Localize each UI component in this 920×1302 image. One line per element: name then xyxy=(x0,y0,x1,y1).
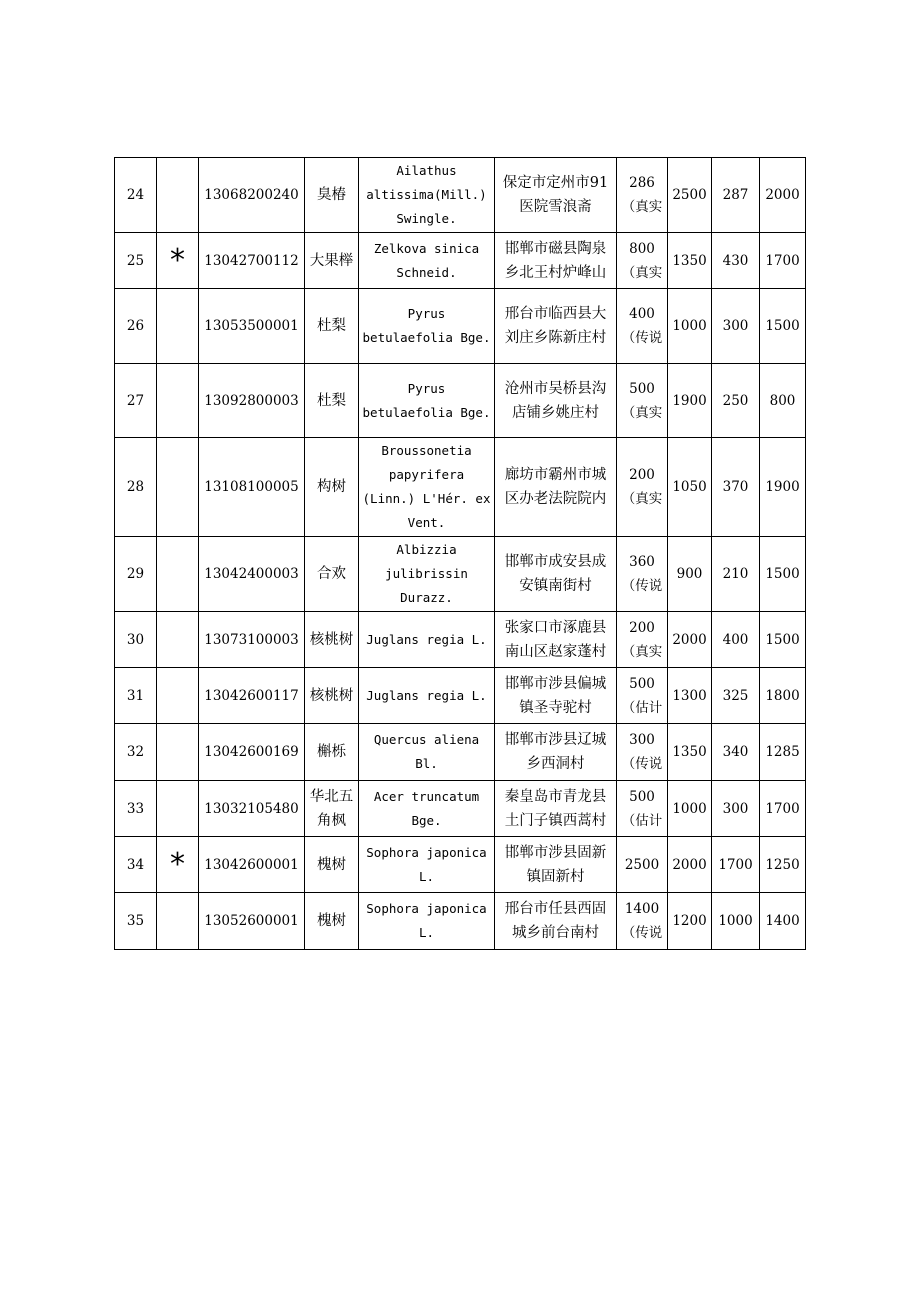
height-cell: 1900 xyxy=(668,364,712,438)
girth-cell: 1700 xyxy=(712,837,760,893)
tree-name-cell: 槐树 xyxy=(305,893,359,950)
special-mark-cell xyxy=(157,612,199,668)
row-number-cell: 33 xyxy=(115,781,157,837)
crown-cell: 1500 xyxy=(760,289,806,364)
ancient-tree-table xyxy=(114,157,806,950)
row-number-cell: 25 xyxy=(115,233,157,289)
age-cell: 200 （真实 xyxy=(617,438,668,537)
girth-cell: 430 xyxy=(712,233,760,289)
tree-code-cell: 13042600117 xyxy=(199,668,305,724)
height-cell: 1200 xyxy=(668,893,712,950)
height-cell: 2000 xyxy=(668,837,712,893)
latin-name-cell: Juglans regia L. xyxy=(359,668,495,724)
height-cell: 1000 xyxy=(668,289,712,364)
tree-code-cell: 13073100003 xyxy=(199,612,305,668)
girth-cell: 300 xyxy=(712,289,760,364)
special-mark-cell: * xyxy=(157,837,199,893)
row-number-cell: 27 xyxy=(115,364,157,438)
table-row xyxy=(115,438,806,537)
tree-name-cell: 核桃树 xyxy=(305,668,359,724)
crown-cell: 1700 xyxy=(760,781,806,837)
special-mark-cell xyxy=(157,537,199,612)
age-cell: 360 （传说 xyxy=(617,537,668,612)
tree-name-cell: 杜梨 xyxy=(305,289,359,364)
tree-name-cell: 槲栎 xyxy=(305,724,359,781)
age-cell: 1400 （传说 xyxy=(617,893,668,950)
location-cell: 廊坊市霸州市城 区办老法院院内 xyxy=(495,438,617,537)
tree-name-cell: 大果榉 xyxy=(305,233,359,289)
special-mark-cell xyxy=(157,893,199,950)
latin-name-cell: Ailathus altissima(Mill.) Swingle. xyxy=(359,158,495,233)
row-number-cell: 28 xyxy=(115,438,157,537)
girth-cell: 210 xyxy=(712,537,760,612)
latin-name-cell: Broussonetia papyrifera (Linn.) L'Hér. ex Vent. xyxy=(359,438,495,537)
girth-cell: 370 xyxy=(712,438,760,537)
crown-cell: 1285 xyxy=(760,724,806,781)
row-number-cell: 24 xyxy=(115,158,157,233)
table-row xyxy=(115,724,806,781)
tree-code-cell: 13042600001 xyxy=(199,837,305,893)
tree-code-cell: 13032105480 xyxy=(199,781,305,837)
latin-name-cell: Quercus aliena Bl. xyxy=(359,724,495,781)
age-cell: 200 （真实 xyxy=(617,612,668,668)
tree-name-cell: 核桃树 xyxy=(305,612,359,668)
crown-cell: 1800 xyxy=(760,668,806,724)
age-cell: 2500 xyxy=(617,837,668,893)
location-cell: 邯郸市涉县辽城 乡西洞村 xyxy=(495,724,617,781)
location-cell: 保定市定州市91 医院雪浪斋 xyxy=(495,158,617,233)
tree-name-cell: 杜梨 xyxy=(305,364,359,438)
location-cell: 邢台市临西县大 刘庄乡陈新庄村 xyxy=(495,289,617,364)
tree-code-cell: 13042700112 xyxy=(199,233,305,289)
tree-code-cell: 13052600001 xyxy=(199,893,305,950)
table-row xyxy=(115,668,806,724)
crown-cell: 1900 xyxy=(760,438,806,537)
age-cell: 300 （传说 xyxy=(617,724,668,781)
table-row xyxy=(115,612,806,668)
latin-name-cell: Pyrus betulaefolia Bge. xyxy=(359,289,495,364)
height-cell: 900 xyxy=(668,537,712,612)
tree-code-cell: 13108100005 xyxy=(199,438,305,537)
location-cell: 张家口市涿鹿县 南山区赵家蓬村 xyxy=(495,612,617,668)
special-mark-cell xyxy=(157,158,199,233)
age-cell: 500 （估计 xyxy=(617,781,668,837)
girth-cell: 325 xyxy=(712,668,760,724)
height-cell: 1000 xyxy=(668,781,712,837)
row-number-cell: 34 xyxy=(115,837,157,893)
height-cell: 1300 xyxy=(668,668,712,724)
latin-name-cell: Zelkova sinica Schneid. xyxy=(359,233,495,289)
row-number-cell: 26 xyxy=(115,289,157,364)
latin-name-cell: Pyrus betulaefolia Bge. xyxy=(359,364,495,438)
girth-cell: 400 xyxy=(712,612,760,668)
crown-cell: 1250 xyxy=(760,837,806,893)
crown-cell: 1400 xyxy=(760,893,806,950)
location-cell: 邯郸市涉县偏城 镇圣寺驼村 xyxy=(495,668,617,724)
height-cell: 1050 xyxy=(668,438,712,537)
latin-name-cell: Acer truncatum Bge. xyxy=(359,781,495,837)
girth-cell: 300 xyxy=(712,781,760,837)
tree-name-cell: 槐树 xyxy=(305,837,359,893)
latin-name-cell: Sophora japonica L. xyxy=(359,893,495,950)
table-row xyxy=(115,158,806,233)
age-cell: 286 （真实 xyxy=(617,158,668,233)
girth-cell: 340 xyxy=(712,724,760,781)
age-cell: 500 （估计 xyxy=(617,668,668,724)
row-number-cell: 30 xyxy=(115,612,157,668)
table-row xyxy=(115,364,806,438)
height-cell: 2500 xyxy=(668,158,712,233)
table-row xyxy=(115,781,806,837)
crown-cell: 1500 xyxy=(760,537,806,612)
crown-cell: 800 xyxy=(760,364,806,438)
tree-code-cell: 13042600169 xyxy=(199,724,305,781)
table-row xyxy=(115,289,806,364)
girth-cell: 287 xyxy=(712,158,760,233)
row-number-cell: 31 xyxy=(115,668,157,724)
special-mark-cell xyxy=(157,438,199,537)
age-cell: 500 （真实 xyxy=(617,364,668,438)
tree-name-cell: 合欢 xyxy=(305,537,359,612)
height-cell: 2000 xyxy=(668,612,712,668)
special-mark-cell xyxy=(157,289,199,364)
location-cell: 邯郸市涉县固新 镇固新村 xyxy=(495,837,617,893)
tree-name-cell: 臭椿 xyxy=(305,158,359,233)
girth-cell: 250 xyxy=(712,364,760,438)
crown-cell: 1500 xyxy=(760,612,806,668)
tree-name-cell: 构树 xyxy=(305,438,359,537)
table-row xyxy=(115,233,806,289)
tree-code-cell: 13092800003 xyxy=(199,364,305,438)
special-mark-cell xyxy=(157,781,199,837)
row-number-cell: 32 xyxy=(115,724,157,781)
girth-cell: 1000 xyxy=(712,893,760,950)
special-mark-cell xyxy=(157,668,199,724)
latin-name-cell: Albizzia julibrissin Durazz. xyxy=(359,537,495,612)
height-cell: 1350 xyxy=(668,233,712,289)
location-cell: 邯郸市磁县陶泉 乡北王村炉峰山 xyxy=(495,233,617,289)
special-mark-cell xyxy=(157,364,199,438)
age-cell: 800 （真实 xyxy=(617,233,668,289)
location-cell: 邢台市任县西固 城乡前台南村 xyxy=(495,893,617,950)
crown-cell: 1700 xyxy=(760,233,806,289)
table-row xyxy=(115,537,806,612)
location-cell: 秦皇岛市青龙县 土门子镇西蒿村 xyxy=(495,781,617,837)
height-cell: 1350 xyxy=(668,724,712,781)
row-number-cell: 29 xyxy=(115,537,157,612)
tree-name-cell: 华北五角枫 xyxy=(305,781,359,837)
crown-cell: 2000 xyxy=(760,158,806,233)
table-row xyxy=(115,837,806,893)
tree-code-cell: 13068200240 xyxy=(199,158,305,233)
age-cell: 400 （传说 xyxy=(617,289,668,364)
table-row xyxy=(115,893,806,950)
tree-code-cell: 13053500001 xyxy=(199,289,305,364)
special-mark-cell xyxy=(157,724,199,781)
tree-code-cell: 13042400003 xyxy=(199,537,305,612)
location-cell: 沧州市吴桥县沟 店铺乡姚庄村 xyxy=(495,364,617,438)
latin-name-cell: Sophora japonica L. xyxy=(359,837,495,893)
special-mark-cell: * xyxy=(157,233,199,289)
latin-name-cell: Juglans regia L. xyxy=(359,612,495,668)
location-cell: 邯郸市成安县成 安镇南街村 xyxy=(495,537,617,612)
row-number-cell: 35 xyxy=(115,893,157,950)
